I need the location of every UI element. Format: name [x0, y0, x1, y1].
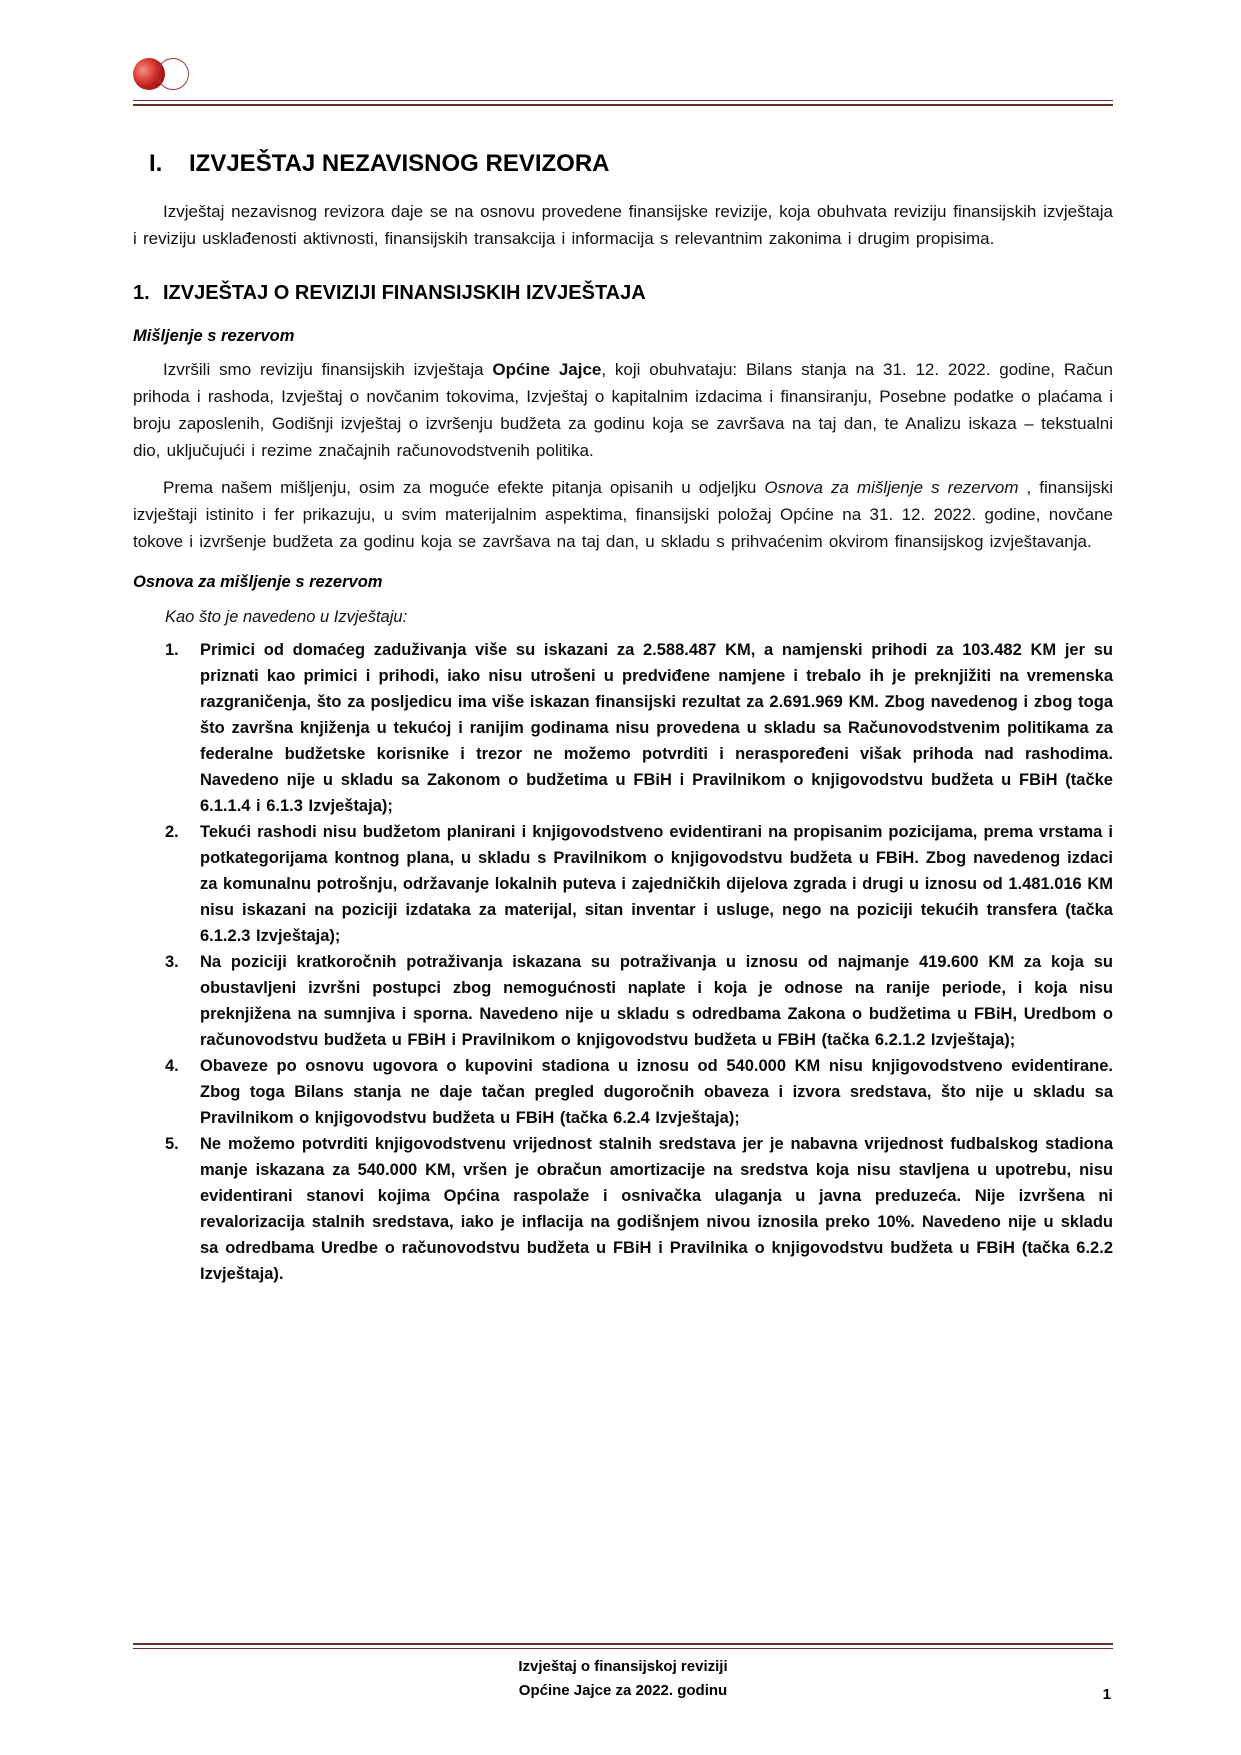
opinion-heading: Mišljenje s rezervom [133, 327, 295, 345]
finding-2-text: Tekući rashodi nisu budžetom planirani i knjigovodstveno evidentirani na propisanim pozicijama, prema vrstama i potkategorijama kontnog plana, u skladu s Pravilnikom o knjigovodstvu budžeta u FBiH. Zbog navedenog izdaci za komunalnu potrošnju, održavanje lokalnih puteva i zajedničkih dijelova zgrada i drugi u iznosu od 1.481.016 KM nisu iskazani na poziciji izdataka za materijal, sitan inventar i usluge, nego na poziciji tekućih transfera (tačka 6.1.2.3 Izvještaja); [200, 823, 1113, 945]
logo-ring-icon [157, 58, 189, 90]
finding-item-5 [165, 1131, 1113, 1287]
finding-1-number: 1. [165, 641, 179, 659]
audit-office-logo [133, 58, 193, 92]
report-title [149, 150, 1113, 178]
page-footer [133, 1643, 1113, 1703]
opinion-paragraph-2 [133, 474, 1113, 555]
section-1-title [133, 282, 1113, 305]
finding-4-number: 4. [165, 1057, 179, 1075]
finding-3-text: Na poziciji kratkoročnih potraživanja iskazana su potraživanja u iznosu od najmanje 419.600 KM za koja su obustavljeni izvršni postupci zbog nemogućnosti naplate i koja je odnose na ranije periode, i koja nisu preknjižena na sumnjiva i sporna. Navedeno nije u skladu s odredbama Zakona o budžetima u FBiH, Uredbom o računovodstvu budžeta u FBiH i Pravilnikom o knjigovodstvu budžeta u FBiH (tačka 6.2.1.2 Izvještaja); [200, 953, 1113, 1049]
report-title-number: I. [149, 150, 163, 177]
footer-row [133, 1655, 1113, 1703]
finding-5-number: 5. [165, 1135, 179, 1153]
basis-section-reference: Osnova za mišljenje s rezervom [764, 478, 1019, 497]
finding-4-text: Obaveze po osnovu ugovora o kupovini stadiona u iznosu od 540.000 KM nisu knjigovodstveno evidentirane. Zbog toga Bilans stanja ne daje tačan pregled dugoročnih obaveza i izvora sredstava, što nije u skladu sa Pravilnikom o knjigovodstvu budžeta u FBiH (tačka 6.2.4 Izvještaja); [200, 1057, 1113, 1127]
finding-5-text: Ne možemo potvrditi knjigovodstvenu vrijednost stalnih sredstava jer je nabavna vrijednost fudbalskog stadiona manje iskazana za 540.000 KM, vršen je obračun amortizacije na sredstva koja nisu stavljena u upotrebu, nisu evidentirani stanovi kojima Općina raspolaže i osnivačka ulaganja u javna preduzeća. Nije izvršena ni revalorizacija stalnih sredstava, iako je inflacija na godišnjem nivou iznosila preko 10%. Navedeno nije u skladu sa odredbama Uredbe o računovodstvu budžeta u FBiH i Pravilnika o knjigovodstvu budžeta u FBiH (tačka 6.2.2 Izvještaja). [200, 1135, 1113, 1283]
finding-item-4 [165, 1053, 1113, 1131]
finding-item-3 [165, 949, 1113, 1053]
opinion-p1-prefix: Izvršili smo reviziju finansijskih izvještaja [163, 360, 493, 379]
header-rule [133, 100, 1113, 106]
section-1-number: 1. [133, 282, 150, 304]
report-title-text: IZVJEŠTAJ NEZAVISNOG REVIZORA [189, 150, 610, 177]
basis-heading: Osnova za mišljenje s rezervom [133, 573, 383, 591]
finding-1-text: Primici od domaćeg zaduživanja više su iskazani za 2.588.487 KM, a namjenski prihodi za 103.482 KM jer su priznati kao primici i prihodi, iako nisu utrošeni u predviđene namjene i trebalo ih je preknjižiti na vremenska razgraničenja, što za posljedicu ima više iskazan finansijski rezultat za 2.691.969 KM. Zbog navedenog i zbog toga što završna knjiženja u tekućoj i ranijim godinama nisu provedena u skladu sa Računovodstvenim politikama za federalne budžetske korisnike i trezor ne možemo potvrditi i neraspoređeni višak prihoda nad rashodima. Navedeno nije u skladu sa Zakonom o budžetima u FBiH i Pravilnikom o knjigovodstvu budžeta u FBiH (tačke 6.1.1.4 i 6.1.3 Izvještaja); [200, 641, 1113, 815]
opinion-p1-suffix: , koji obuhvataju: Bilans stanja na 31. 12. 2022. godine, Račun prihoda i rashoda, Izvještaj o novčanim tokovima, Izvještaj o kapitalnim izdacima i finansiranju, Posebne podatke o plaćama i broju zaposlenih, Godišnji izvještaj o izvršenju budžeta za godinu koja se završava na taj dan, te Analizu iskaza – tekstualni dio, uključujući i rezime značajnih računovodstvenih politika. [133, 360, 1113, 460]
footer-report-caption [133, 1655, 1113, 1703]
intro-paragraph: Izvještaj nezavisnog revizora daje se na osnovu provedene finansijske revizije, koja obuhvata reviziju finansijskih izvještaja i reviziju usklađenosti aktivnosti, finansijskih transakcija i informacija s relevantnim zakonima i drugim propisima. [133, 202, 1113, 248]
page-header [133, 58, 1113, 106]
footer-rule [133, 1643, 1113, 1649]
section-1-title-text: IZVJEŠTAJ O REVIZIJI FINANSIJSKIH IZVJEŠTAJA [163, 282, 646, 304]
opinion-paragraph-1 [133, 356, 1113, 464]
report-body [133, 150, 1113, 1287]
entity-name: Općine Jajce [492, 360, 602, 379]
finding-item-1 [165, 637, 1113, 819]
basis-findings-list [165, 637, 1113, 1287]
footer-caption-line1: Izvještaj o finansijskoj reviziji [518, 1658, 728, 1675]
finding-2-number: 2. [165, 823, 179, 841]
opinion-p2-suffix: , finansijski izvještaji istinito i fer prikazuju, u svim materijalnim aspektima, finansijski položaj Općine na 31. 12. 2022. godine, novčane tokove i izvršenje budžeta za godinu koja se završava na taj dan, u skladu s prihvaćenim okvirom finansijskog izvještavanja. [133, 478, 1113, 551]
footer-caption-line2: Općine Jajce za 2022. godinu [518, 1682, 728, 1699]
finding-item-2 [165, 819, 1113, 949]
finding-3-number: 3. [165, 953, 179, 971]
basis-lead: Kao što je navedeno u Izvještaju: [165, 608, 408, 626]
page-number: 1 [1102, 1686, 1111, 1703]
opinion-p2-prefix: Prema našem mišljenju, osim za moguće efekte pitanja opisanih u odjeljku [163, 478, 765, 497]
